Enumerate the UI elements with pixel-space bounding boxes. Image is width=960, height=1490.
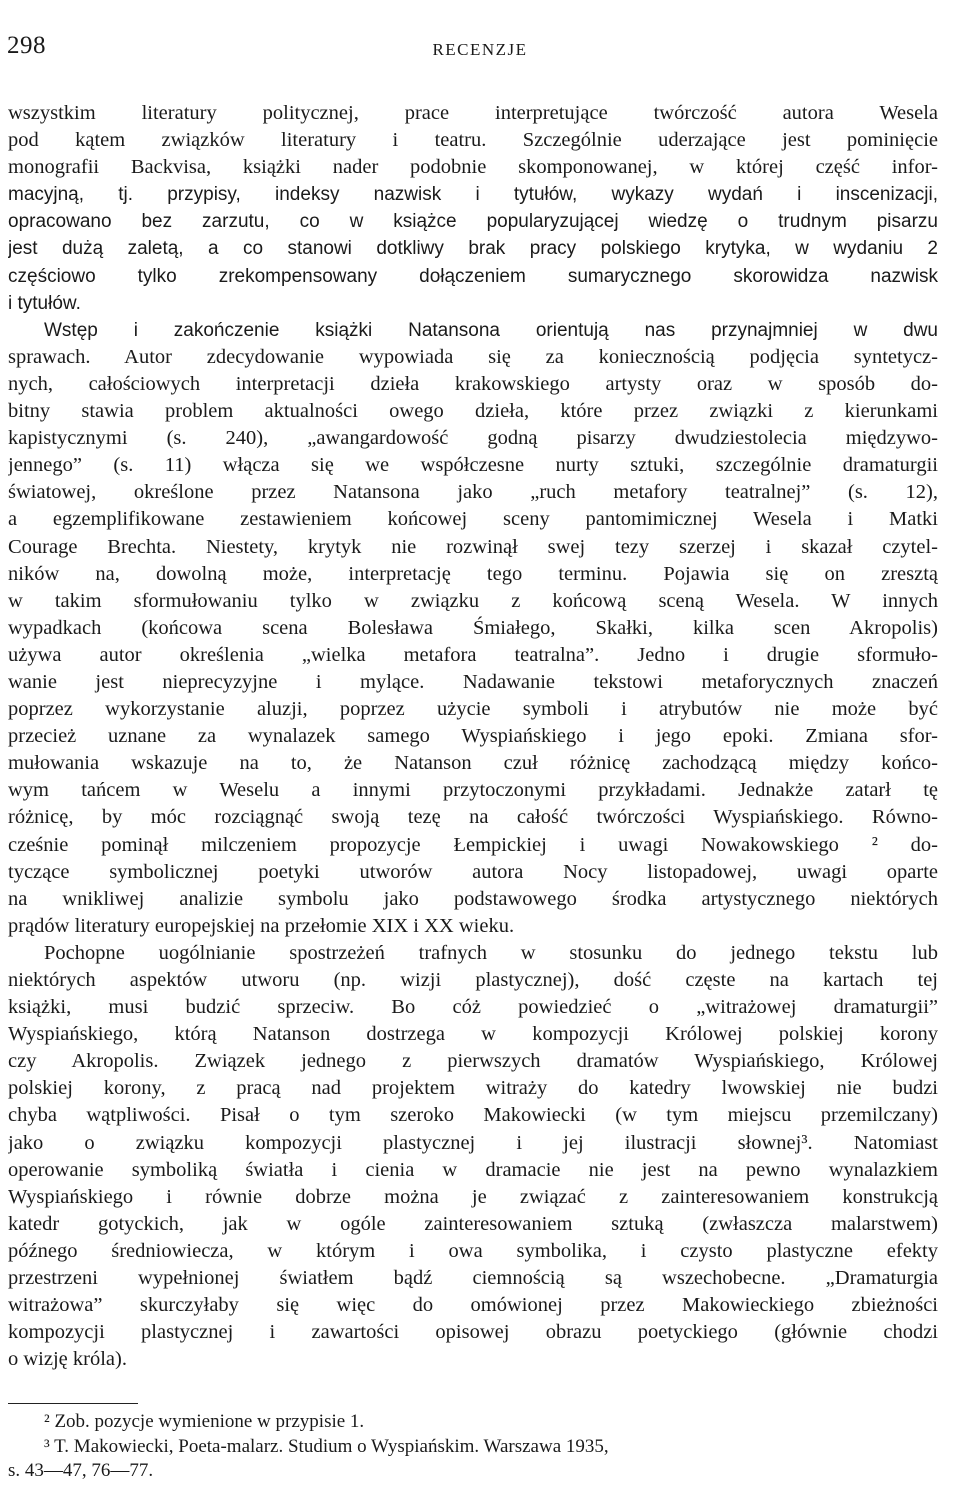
text-line: cześnie pominął milczeniem propozycje Łempickiej i uwagi Nowakowskiego ² do- <box>8 833 938 856</box>
running-head: RECENZJE <box>432 40 528 59</box>
text-line: o wizję króla). <box>8 1348 127 1371</box>
text-line: Courage Brechta. Niestety, krytyk nie rozwinął swej tezy szerzej i skazał czytel- <box>8 535 938 558</box>
text-line: bitny stawia problem aktualności owego dzieła, które przez związki z kierunkami <box>8 400 938 423</box>
page-number: 298 <box>7 32 46 59</box>
footnote-line: ³ T. Makowiecki, Poeta-malarz. Studium o Wyspiańskim. Warszawa 1935, <box>44 1435 609 1457</box>
text-line: chyba wątpliwości. Pisał o tym szeroko Makowiecki (w tym miejscu przemilczany) <box>8 1104 938 1127</box>
text-line: a egzemplifikowane zestawieniem końcowej sceny pantomimicznej Wesela i Matki <box>8 508 938 531</box>
text-line: katedr gotyckich, jak w ogóle zainteresowaniem sztuką (zwłaszcza malarstwem) <box>8 1212 938 1235</box>
text-line: jest dużą zaletą, a co stanowi dotkliwy brak pracy polskiego krytyka, w wydaniu 2 <box>8 238 938 260</box>
text-line: sprawach. Autor zdecydowanie wypowiada się za koniecznością podjęcia syntetycz- <box>8 345 938 368</box>
text-line: na wnikliwej analizie symbolu jako podstawowego środka artystycznego niektórych <box>8 887 938 910</box>
text-line: ników na, dowolną może, interpretację tego terminu. Pojawia się on zresztą <box>8 562 938 585</box>
text-line: mułowania wskazuje na to, że Natanson czuł różnicę zachodzącą między końco- <box>8 752 938 775</box>
footnote-line: ² Zob. pozycje wymienione w przypisie 1. <box>44 1411 365 1432</box>
text-line: późnego średniowiecza, w którym i owa symbolika, i czysto plastyczne efekty <box>8 1239 938 1262</box>
text-line: wypadkach (końcowa scena Bolesława Śmiałego, Skałki, kilka scen Akropolis) <box>8 616 938 639</box>
text-line: jako o związku kompozycji plastycznej i jej ilustracji słownej³. Natomiast <box>8 1131 938 1154</box>
text-line: niektórych aspektów utworu (np. wizji plastycznej), dość częste na kartach tej <box>8 969 938 991</box>
text-line: czy Akropolis. Związek jednego z pierwszych dramatów Wyspiańskiego, Królowej <box>8 1050 938 1073</box>
text-line: i tytułów. <box>8 292 81 314</box>
text-line: Pochopne uogólnianie spostrzeżeń trafnych w stosunku do jednego tekstu lub <box>44 941 938 964</box>
text-line: wszystkim literatury politycznej, prace interpretujące twórczość autora Wesela <box>8 102 938 124</box>
text-line: kapistycznymi (s. 240), „awangardowość godną pisarzy dwudziestolecia międzywo- <box>8 427 938 450</box>
text-line: opracowano bez zarzutu, co w książce popularyzującej wiedzę o trudnym pisarzu <box>8 211 938 233</box>
text-line: przestrzeni wypełnionej światłem bądź ciemnością są wszechobecne. „Dramaturgia <box>8 1267 938 1290</box>
text-line: Wyspiańskiego i równie dobrze można je związać z zainteresowaniem konstrukcją <box>8 1185 938 1208</box>
text-line: kompozycji plastycznej i zawartości opisowej obrazu poetyckiego (głównie chodzi <box>8 1321 938 1344</box>
text-line: tyczące symbolicznej poetyki utworów autora Nocy listopadowej, uwagi oparte <box>8 860 938 883</box>
text-line: częściowo tylko zrekompensowany dołączeniem sumarycznego skorowidza nazwisk <box>8 265 938 287</box>
footnotes <box>8 1410 938 1484</box>
body-text <box>8 100 938 1373</box>
text-line: poprzez wykorzystanie aluzji, poprzez użycie symboli i atrybutów nie może być <box>8 698 938 721</box>
text-line: operowanie symboliką światła i cienia w dramacie nie jest na pewno wynalazkiem <box>8 1158 938 1181</box>
text-line: wanie jest nieprecyzyjne i mylące. Nadawanie tekstowi metaforycznych znaczeń <box>8 670 938 693</box>
text-line: różnicę, by móc rozciągnąć swoją tezę na całość twórczości Wyspiańskiego. Równo- <box>8 806 938 829</box>
text-line: światowej, określone przez Natansona jako „ruch metafory teatralnej” (s. 12), <box>8 481 938 504</box>
text-line: pod kątem związków literatury i teatru. Szczególnie uderzające jest pominięcie <box>8 129 938 152</box>
text-line: prądów literatury europejskiej na przełomie XIX i XX wieku. <box>8 914 515 937</box>
text-line: macyjną, tj. przypisy, indeksy nazwisk i tytułów, wykazy wydań i inscenizacji, <box>8 184 938 206</box>
text-line: nych, całościowych interpretacji dzieła krakowskiego artysty oraz w sposób do- <box>8 372 938 395</box>
footnote-line: s. 43—47, 76—77. <box>8 1460 154 1481</box>
text-line: jennego” (s. 11) włącza się we współczesne nurty sztuki, szczególnie dramaturgii <box>8 454 938 477</box>
text-line: Wyspiańskiego, którą Natanson dostrzega w kompozycji Królowej polskiej korony <box>8 1023 938 1046</box>
text-line: witrażowa” skurczyłaby się więc do omówionej przez Makowieckiego zbieżności <box>8 1294 938 1317</box>
footnote-rule <box>8 1403 138 1404</box>
text-line: wym tańcem w Weselu a innymi przytoczonymi przykładami. Jednakże zatarł tę <box>8 779 938 802</box>
text-line: w takim sformułowaniu tylko w związku z końcową sceną Wesela. W innych <box>8 589 938 612</box>
text-line: polskiej korony, z pracą nad projektem witraży do katedry lwowskiej nie budzi <box>8 1077 938 1100</box>
text-line: książki, musi budzić sprzeciw. Bo cóż powiedzieć o „witrażowej dramaturgii” <box>8 996 938 1019</box>
text-line: używa autor określenia „wielka metafora teatralna”. Jedno i drugie sformuło- <box>8 643 938 666</box>
text-line: przecież uznane za wynalazek samego Wyspiańskiego i jego epoki. Zmiana sfor- <box>8 725 938 748</box>
text-line: monografii Backvisa, książki nader podobnie skomponowanej, w której część infor- <box>8 156 938 179</box>
text-line: Wstęp i zakończenie książki Natansona orientują nas przynajmniej w dwu <box>44 319 938 341</box>
